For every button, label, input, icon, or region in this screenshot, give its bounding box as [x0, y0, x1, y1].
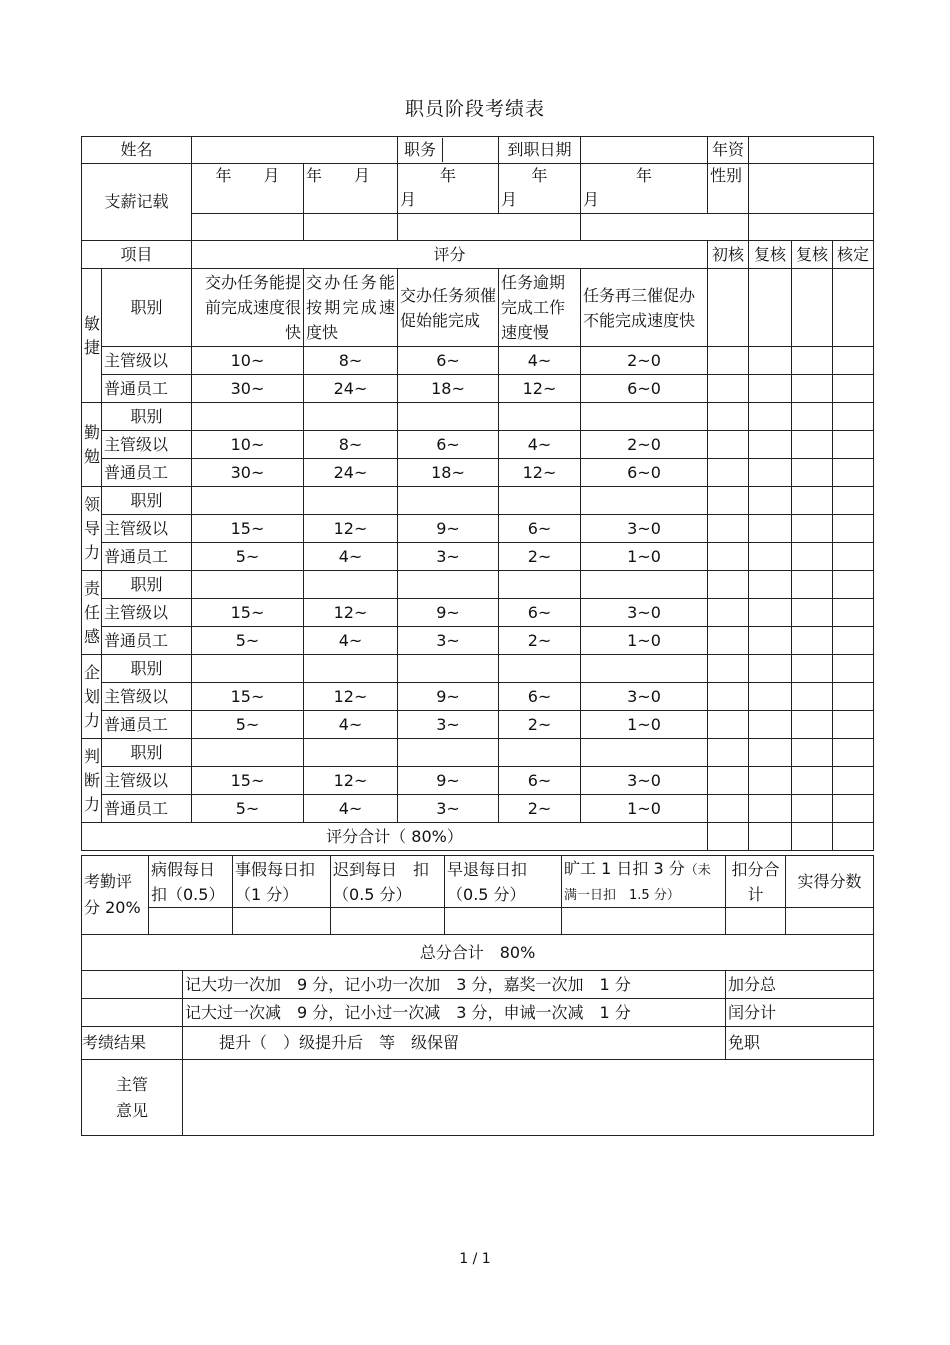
review-cell[interactable] — [749, 403, 792, 431]
score-total-label: 评分合计（ 80%） — [82, 823, 708, 851]
score-cell: 5~ — [192, 543, 304, 571]
score-cell: 4~ — [304, 711, 398, 739]
sick-leave-field[interactable] — [149, 908, 233, 935]
review-cell[interactable] — [833, 767, 874, 795]
empty-cell — [581, 571, 708, 599]
empty-cell — [192, 655, 304, 683]
review-cell[interactable] — [708, 571, 749, 599]
score-cell: 2~0 — [581, 431, 708, 459]
first-review-header: 初核 — [708, 241, 749, 269]
review-cell[interactable] — [792, 487, 833, 515]
attendance-table — [81, 855, 874, 1136]
score-cell: 4~ — [499, 347, 581, 375]
review-cell[interactable] — [833, 711, 874, 739]
empty-cell — [581, 403, 708, 431]
score-cell: 6~ — [499, 599, 581, 627]
salary-date-5[interactable] — [581, 164, 708, 214]
salary-date-3[interactable] — [398, 164, 499, 214]
staff-row-label: 普通员工 — [102, 459, 192, 487]
score-cell: 12~ — [304, 683, 398, 711]
empty-cell — [398, 655, 499, 683]
review-cell[interactable] — [833, 269, 874, 347]
review-cell[interactable] — [708, 767, 749, 795]
score-cell: 6~0 — [581, 375, 708, 403]
review-cell[interactable] — [792, 627, 833, 655]
criterion-2: 交办任务能按期完成速度快 — [304, 269, 398, 347]
category-diligence: 勤 勉 — [82, 403, 102, 487]
score-cell: 1~0 — [581, 795, 708, 823]
score-cell: 30~ — [192, 375, 304, 403]
rank-label: 职别 — [102, 571, 192, 599]
personal-leave-field[interactable] — [233, 908, 331, 935]
salary-date-2[interactable]: 年 月 — [304, 164, 398, 214]
category-responsibility: 责 任 感 — [82, 571, 102, 655]
salary-date-4[interactable] — [499, 164, 581, 214]
result-label: 考绩结果 — [82, 1027, 183, 1060]
review-cell[interactable] — [792, 711, 833, 739]
review-cell[interactable] — [833, 571, 874, 599]
review-cell[interactable] — [708, 459, 749, 487]
early-leave-label: 早退每日扣（0.5 分） — [445, 856, 562, 908]
score-cell: 24~ — [304, 459, 398, 487]
review-cell[interactable] — [792, 795, 833, 823]
review-cell[interactable] — [749, 347, 792, 375]
review-cell[interactable] — [708, 823, 749, 851]
attendance-label: 考勤评分 20% — [82, 856, 149, 935]
score-cell: 5~ — [192, 711, 304, 739]
score-cell: 5~ — [192, 627, 304, 655]
review-cell[interactable] — [833, 375, 874, 403]
empty-cell — [192, 487, 304, 515]
score-cell: 1~0 — [581, 627, 708, 655]
criterion-1: 交办任务能提前完成速度很快 — [192, 269, 304, 347]
review-cell[interactable] — [833, 823, 874, 851]
month-label: 月 — [400, 190, 417, 209]
score-cell: 5~ — [192, 795, 304, 823]
score-cell: 2~ — [499, 795, 581, 823]
review-cell[interactable] — [833, 459, 874, 487]
review-cell[interactable] — [792, 767, 833, 795]
score-cell: 10~ — [192, 347, 304, 375]
supervisor-row-label: 主管级以 — [102, 683, 192, 711]
category-judgment: 判 断 力 — [82, 739, 102, 823]
review-cell[interactable] — [749, 739, 792, 767]
salary-amount-3[interactable] — [398, 214, 581, 241]
score-cell: 3~ — [398, 627, 499, 655]
gender-label: 性别 — [708, 164, 749, 214]
empty-cell — [581, 739, 708, 767]
score-cell: 15~ — [192, 683, 304, 711]
actual-score-field[interactable] — [786, 908, 874, 935]
empty-cell — [398, 487, 499, 515]
gender-field[interactable] — [749, 164, 874, 214]
empty-cell — [192, 571, 304, 599]
score-cell: 2~ — [499, 543, 581, 571]
review-cell[interactable] — [792, 269, 833, 347]
empty-cell — [499, 487, 581, 515]
score-cell: 9~ — [398, 767, 499, 795]
review-cell[interactable] — [749, 543, 792, 571]
review-cell[interactable] — [833, 683, 874, 711]
score-cell: 15~ — [192, 599, 304, 627]
salary-date-1[interactable]: 年 月 — [192, 164, 304, 214]
review-cell[interactable] — [708, 347, 749, 375]
empty-cell — [304, 403, 398, 431]
review-cell[interactable] — [792, 571, 833, 599]
appraisal-table — [81, 136, 874, 851]
score-cell: 9~ — [398, 683, 499, 711]
hire-date-field[interactable] — [581, 137, 708, 164]
score-cell: 9~ — [398, 599, 499, 627]
score-cell: 12~ — [304, 767, 398, 795]
review-cell[interactable] — [708, 795, 749, 823]
result-options[interactable]: 提升（ ）级提升后 等 级保留 — [183, 1027, 726, 1060]
category-planning: 企 划 力 — [82, 655, 102, 739]
staff-row-label: 普通员工 — [102, 375, 192, 403]
review-cell[interactable] — [749, 655, 792, 683]
score-cell: 4~ — [304, 795, 398, 823]
salary-amount-5[interactable] — [749, 214, 874, 241]
review-cell[interactable] — [708, 269, 749, 347]
absent-label: 旷工 1 日扣 3 分（未满一日扣 1.5 分） — [562, 856, 726, 908]
review-cell[interactable] — [749, 515, 792, 543]
staff-row-label: 普通员工 — [102, 543, 192, 571]
score-cell: 8~ — [304, 431, 398, 459]
month-label: 月 — [583, 190, 600, 209]
review-cell[interactable] — [833, 515, 874, 543]
review-cell[interactable] — [749, 571, 792, 599]
salary-amount-2[interactable] — [304, 214, 398, 241]
penalty-total-label: 闰分计 — [726, 999, 874, 1027]
final-header: 核定 — [833, 241, 874, 269]
criterion-4: 任务逾期完成工作速度慢 — [499, 269, 581, 347]
review-cell[interactable] — [708, 599, 749, 627]
empty-cell — [398, 403, 499, 431]
score-cell: 4~ — [304, 627, 398, 655]
supervisor-row-label: 主管级以 — [102, 515, 192, 543]
review-cell[interactable] — [833, 347, 874, 375]
review-cell[interactable] — [708, 403, 749, 431]
review-cell[interactable] — [708, 543, 749, 571]
score-cell: 3~0 — [581, 599, 708, 627]
score-cell: 2~ — [499, 627, 581, 655]
year-label: 年 — [636, 166, 653, 185]
name-label: 姓名 — [82, 137, 192, 164]
score-cell: 3~ — [398, 711, 499, 739]
score-cell: 3~0 — [581, 515, 708, 543]
score-cell: 6~ — [499, 767, 581, 795]
hire-date-label: 到职日期 — [499, 137, 581, 164]
empty-cell — [499, 655, 581, 683]
item-header: 项目 — [82, 241, 192, 269]
year-label: 年 — [531, 166, 548, 185]
score-cell: 24~ — [304, 375, 398, 403]
position-label: 职务 — [398, 138, 443, 162]
month-label: 月 — [501, 190, 518, 209]
review-cell[interactable] — [833, 599, 874, 627]
seniority-field[interactable] — [749, 137, 874, 164]
demerit-rules: 记大过一次减 9 分，记小过一次减 3 分，申诫一次减 1 分 — [183, 999, 726, 1027]
position-field[interactable] — [398, 137, 499, 164]
review-cell[interactable] — [833, 543, 874, 571]
review-cell[interactable] — [792, 431, 833, 459]
empty-cell — [82, 971, 183, 999]
supervisor-row-label: 主管级以 — [102, 767, 192, 795]
empty-cell — [499, 571, 581, 599]
score-cell: 12~ — [499, 459, 581, 487]
review-cell[interactable] — [792, 347, 833, 375]
score-cell: 10~ — [192, 431, 304, 459]
page-title: 职员阶段考绩表 — [404, 98, 545, 120]
review-cell[interactable] — [833, 655, 874, 683]
empty-cell — [398, 739, 499, 767]
empty-cell — [304, 571, 398, 599]
grand-total-label: 总分合计 80% — [82, 935, 874, 971]
bonus-total-label: 加分总 — [726, 971, 874, 999]
review-cell[interactable] — [708, 487, 749, 515]
absent-field[interactable] — [562, 908, 726, 935]
category-agility: 敏 捷 — [82, 269, 102, 403]
rank-label: 职别 — [102, 739, 192, 767]
criterion-3: 交办任务须催促始能完成 — [398, 269, 499, 347]
staff-row-label: 普通员工 — [102, 795, 192, 823]
score-cell: 3~0 — [581, 767, 708, 795]
review-cell[interactable] — [708, 655, 749, 683]
rank-label: 职别 — [102, 269, 192, 347]
review-cell[interactable] — [833, 487, 874, 515]
review-cell[interactable] — [833, 627, 874, 655]
score-cell: 1~0 — [581, 543, 708, 571]
score-cell: 3~ — [398, 795, 499, 823]
review-cell[interactable] — [792, 683, 833, 711]
score-cell: 4~ — [499, 431, 581, 459]
review-cell[interactable] — [708, 515, 749, 543]
merit-rules: 记大功一次加 9 分，记小功一次加 3 分，嘉奖一次加 1 分 — [183, 971, 726, 999]
review-cell[interactable] — [749, 767, 792, 795]
review-cell[interactable] — [792, 515, 833, 543]
score-cell: 3~0 — [581, 683, 708, 711]
year-label: 年 — [440, 166, 457, 185]
score-cell: 6~ — [499, 683, 581, 711]
sick-leave-label: 病假每日扣（0.5） — [149, 856, 233, 908]
score-cell: 12~ — [304, 515, 398, 543]
second-review-header: 复核 — [749, 241, 792, 269]
deduction-total-field[interactable] — [726, 908, 786, 935]
empty-cell — [192, 403, 304, 431]
rank-label: 职别 — [102, 403, 192, 431]
review-cell[interactable] — [792, 543, 833, 571]
score-cell: 2~0 — [581, 347, 708, 375]
review-cell[interactable] — [833, 795, 874, 823]
review-cell[interactable] — [792, 823, 833, 851]
review-cell[interactable] — [792, 375, 833, 403]
score-cell: 1~0 — [581, 711, 708, 739]
review-cell[interactable] — [708, 375, 749, 403]
score-cell: 6~0 — [581, 459, 708, 487]
supervisor-opinion-field[interactable] — [183, 1060, 874, 1136]
empty-cell — [304, 739, 398, 767]
review-cell[interactable] — [708, 739, 749, 767]
rank-label: 职别 — [102, 655, 192, 683]
salary-amount-4[interactable] — [581, 214, 749, 241]
review-cell[interactable] — [833, 403, 874, 431]
score-cell: 15~ — [192, 767, 304, 795]
review-cell[interactable] — [749, 823, 792, 851]
review-cell[interactable] — [792, 739, 833, 767]
review-cell[interactable] — [792, 459, 833, 487]
score-header: 评分 — [192, 241, 708, 269]
review-cell[interactable] — [792, 599, 833, 627]
seniority-label: 年资 — [708, 137, 749, 164]
score-cell: 6~ — [398, 347, 499, 375]
review-cell[interactable] — [749, 459, 792, 487]
late-label: 迟到每日 扣（0.5 分） — [331, 856, 445, 908]
score-cell: 9~ — [398, 515, 499, 543]
score-cell: 4~ — [304, 543, 398, 571]
score-cell: 6~ — [398, 431, 499, 459]
review-cell[interactable] — [792, 655, 833, 683]
empty-cell — [304, 655, 398, 683]
supervisor-row-label: 主管级以 — [102, 599, 192, 627]
review-cell[interactable] — [792, 403, 833, 431]
score-cell: 15~ — [192, 515, 304, 543]
deduction-total-label: 扣分合计 — [726, 856, 786, 908]
score-cell: 12~ — [304, 599, 398, 627]
review-cell[interactable] — [833, 739, 874, 767]
personal-leave-label: 事假每日扣（1 分） — [233, 856, 331, 908]
salary-amount-1[interactable] — [192, 214, 304, 241]
score-cell: 3~ — [398, 543, 499, 571]
empty-cell — [581, 487, 708, 515]
staff-row-label: 普通员工 — [102, 711, 192, 739]
salary-record-label: 支薪记载 — [82, 164, 192, 241]
review-cell[interactable] — [749, 431, 792, 459]
third-review-header: 复核 — [792, 241, 833, 269]
late-field[interactable] — [331, 908, 445, 935]
review-cell[interactable] — [749, 683, 792, 711]
review-cell[interactable] — [749, 711, 792, 739]
actual-score-label: 实得分数 — [786, 856, 874, 908]
supervisor-row-label: 主管级以 — [102, 347, 192, 375]
category-leadership: 领 导 力 — [82, 487, 102, 571]
score-cell: 18~ — [398, 375, 499, 403]
score-cell: 30~ — [192, 459, 304, 487]
review-cell[interactable] — [749, 599, 792, 627]
empty-cell — [192, 739, 304, 767]
supervisor-row-label: 主管级以 — [102, 431, 192, 459]
empty-cell — [499, 739, 581, 767]
rank-label: 职别 — [102, 487, 192, 515]
review-cell[interactable] — [749, 795, 792, 823]
review-cell[interactable] — [708, 711, 749, 739]
review-cell[interactable] — [749, 627, 792, 655]
empty-cell — [82, 999, 183, 1027]
review-cell[interactable] — [708, 627, 749, 655]
empty-cell — [398, 571, 499, 599]
review-cell[interactable] — [749, 269, 792, 347]
score-cell: 8~ — [304, 347, 398, 375]
score-cell: 2~ — [499, 711, 581, 739]
review-cell[interactable] — [749, 487, 792, 515]
supervisor-opinion-label: 主管意见 — [82, 1060, 183, 1136]
review-cell[interactable] — [708, 683, 749, 711]
review-cell[interactable] — [749, 375, 792, 403]
empty-cell — [581, 655, 708, 683]
review-cell[interactable] — [708, 431, 749, 459]
empty-cell — [499, 403, 581, 431]
page-number: 1 / 1 — [459, 1251, 491, 1267]
dismiss-label[interactable]: 免职 — [726, 1027, 874, 1060]
review-cell[interactable] — [833, 431, 874, 459]
name-field[interactable] — [192, 137, 398, 164]
staff-row-label: 普通员工 — [102, 627, 192, 655]
score-cell: 12~ — [499, 375, 581, 403]
score-cell: 6~ — [499, 515, 581, 543]
early-leave-field[interactable] — [445, 908, 562, 935]
empty-cell — [304, 487, 398, 515]
score-cell: 18~ — [398, 459, 499, 487]
criterion-5: 任务再三催促办不能完成速度快 — [581, 269, 708, 347]
